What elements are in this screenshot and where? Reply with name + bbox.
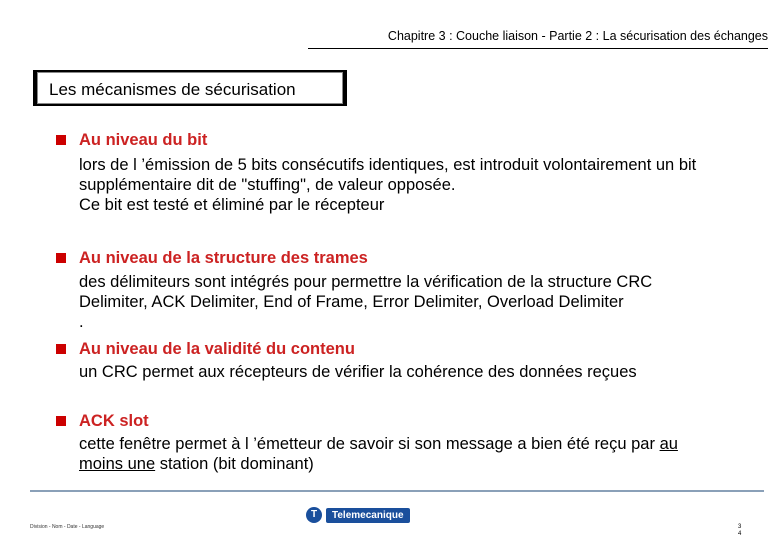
bullet-square-icon (56, 253, 66, 263)
bullet-square-icon (56, 135, 66, 145)
item-heading: Au niveau de la validité du contenu (79, 340, 355, 358)
bullet-square-icon (56, 416, 66, 426)
underlined-text: au (659, 435, 678, 453)
logo-mark-icon: T (306, 507, 322, 523)
slide-title-box (33, 70, 347, 106)
item-body: lors de l ’émission de 5 bits consécutifs identiques, est introduit volontairement un bit supplémentaire dit de "stuffing", de valeur opposée. Ce bit est testé et éliminé par le récepteur (79, 156, 697, 214)
chapter-header: Chapitre 3 : Couche liaison - Partie 2 : La sécurisation des échanges (387, 29, 768, 43)
item-heading: Au niveau de la structure des trames (79, 249, 368, 267)
header-rule (308, 48, 768, 49)
item-body: cette fenêtre permet à l ’émetteur de savoir si son message a bien été reçu par au moins une station (bit dominant) (79, 435, 678, 473)
telemecanique-logo (306, 507, 410, 523)
item-body: des délimiteurs sont intégrés pour permettre la vérification de la structure CRC Delimiter, ACK Delimiter, End of Frame, Error Delimiter, Overload Delimiter . (79, 273, 653, 331)
item-body: un CRC permet aux récepteurs de vérifier la cohérence des données reçues (79, 363, 637, 381)
underlined-text: moins une (79, 455, 156, 473)
bullet-square-icon (56, 344, 66, 354)
page-number: 3 4 (738, 524, 742, 537)
slide-title: Les mécanismes de sécurisation (49, 80, 296, 99)
item-heading: ACK slot (79, 412, 149, 430)
footer-rule (30, 490, 764, 492)
item-heading: Au niveau du bit (79, 131, 208, 149)
logo-text: Telemecanique (326, 508, 410, 523)
footer-info: Division - Nom - Date - Language (30, 524, 105, 530)
